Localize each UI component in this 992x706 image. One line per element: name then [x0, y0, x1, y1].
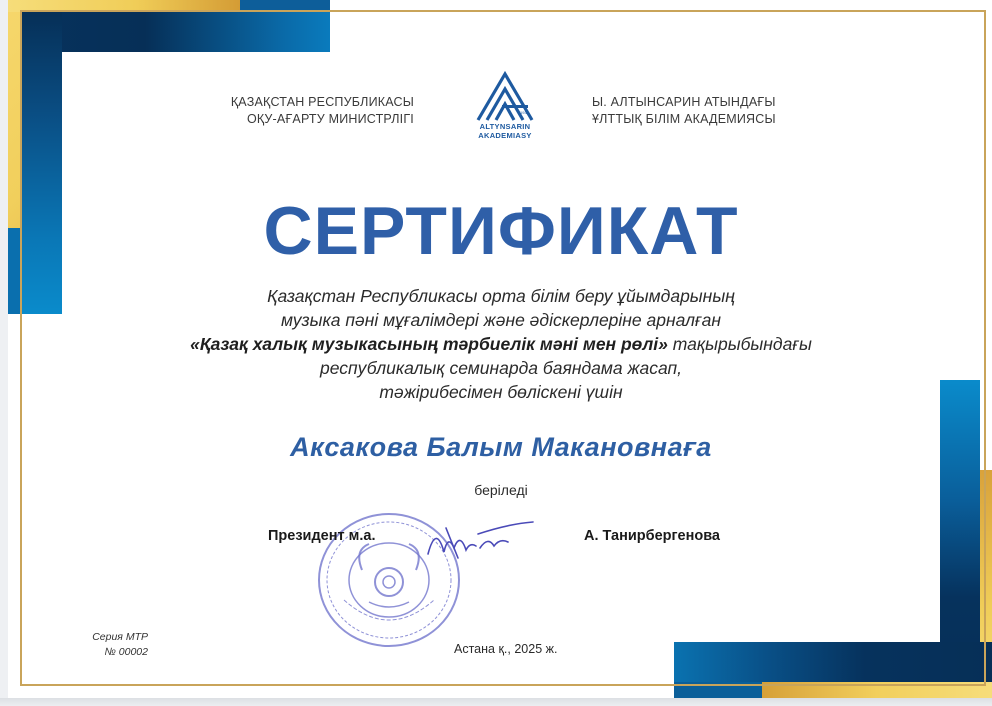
certificate-series: Серия МТР № 00002 [78, 630, 148, 660]
academy-logo [472, 70, 538, 150]
ministry-name: ҚАЗАҚСТАН РЕСПУБЛИКАСЫ ОҚУ-АҒАРТУ МИНИСТРЛІГІ [230, 95, 414, 126]
decor-gold-band-top [8, 0, 240, 12]
decor-blue-bracket-top [22, 12, 330, 52]
signatory-role: Президент м.а. [268, 528, 376, 544]
decor-gold-band-bottom [762, 682, 992, 698]
certificate-page [8, 0, 992, 698]
signatory-name: А. Танирбергенова [584, 528, 721, 544]
certificate-number: № 00002 [104, 646, 148, 658]
logo-text-line2: AKADEMIASY [478, 131, 532, 140]
seminar-topic: «Қазақ халық музыкасының тәрбиелік мәні мен рөлі» [190, 334, 668, 354]
place-and-date: Астана қ., 2025 ж. [454, 642, 558, 656]
header [62, 92, 940, 172]
decor-blue-strip-bottom [674, 682, 762, 698]
decor-blue-bracket-bottom [674, 642, 992, 682]
handwritten-signature-icon [418, 514, 538, 564]
decor-blue-strip-left [8, 228, 22, 314]
altynsarin-a-logo-icon [474, 70, 536, 122]
certificate-title: СЕРТИФИКАТ [263, 193, 739, 269]
awarded-text: беріледі [474, 482, 528, 498]
logo-text-line1: ALTYNSARIN [479, 122, 531, 131]
certificate-body: Қазақстан Республикасы орта білім беру ұйымдарының музыка пәні мұғалімдері және әдіскерлеріне арналған «Қазақ халық музыкасының тәрбиелік мәні мен рөлі» тақырыбындағы республикалық семинарда баяндама жасап, тәжірибесімен бөліскені үшін [190, 286, 812, 402]
viewer-bottom-edge [0, 698, 992, 706]
academy-name: Ы. АЛТЫНСАРИН АТЫНДАҒЫ ҰЛТТЫҚ БІЛІМ АКАДЕМИЯСЫ [592, 95, 776, 126]
certificate-content [62, 52, 940, 658]
svg-text:1931: 1931 [520, 110, 529, 115]
recipient-name: Аксакова Балым Макановнаға [290, 432, 712, 462]
decor-blue-strip-top [240, 0, 330, 10]
decor-blue-bracket-right [940, 380, 980, 682]
decor-blue-bracket-left [22, 12, 62, 314]
